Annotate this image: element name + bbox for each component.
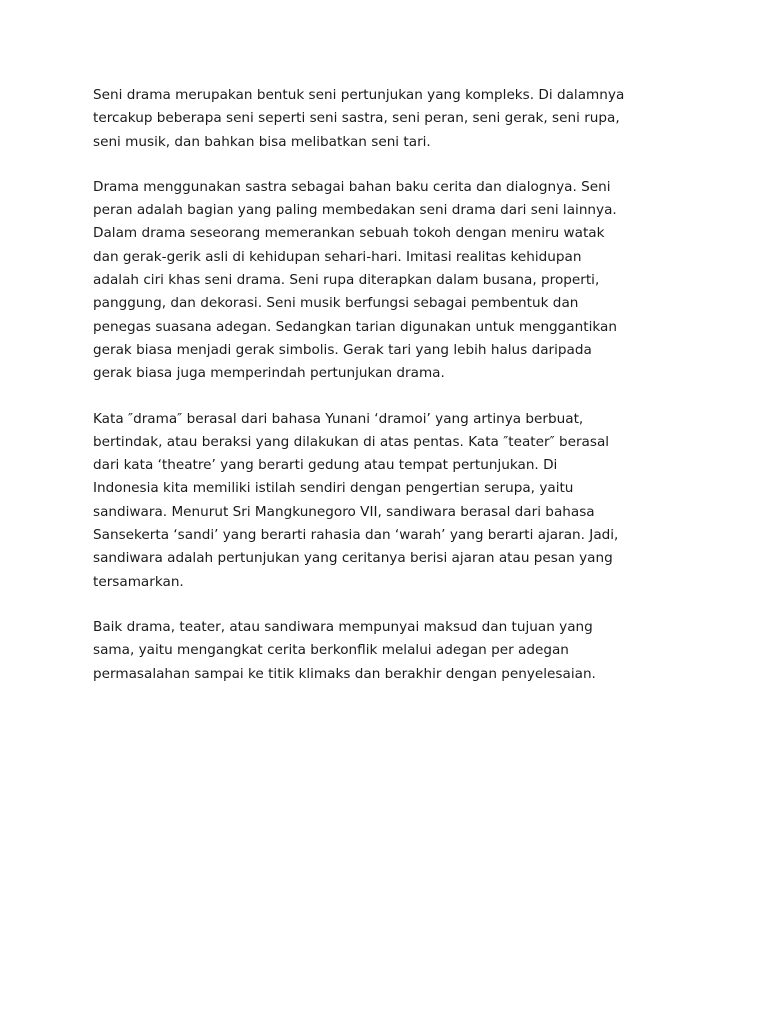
text-line: gerak biasa menjadi gerak simbolis. Gerak tari yang lebih halus daripada (93, 341, 592, 358)
text-line: permasalahan sampai ke titik klimaks dan berakhir dengan penyelesaian. (93, 665, 596, 682)
text-line: peran adalah bagian yang paling membedakan seni drama dari seni lainnya. (93, 202, 617, 219)
text-line: tercakup beberapa seni seperti seni sastra, seni peran, seni gerak, seni rupa, (93, 110, 620, 127)
text-line: tersamarkan. (93, 573, 184, 590)
paragraph-4 (93, 616, 663, 686)
text-line: Sansekerta ‘sandi’ yang berarti rahasia dan ‘warah’ yang berarti ajaran. Jadi, (93, 527, 619, 544)
text-line: gerak biasa juga memperindah pertunjukan drama. (93, 365, 445, 382)
text-line: sama, yaitu mengangkat cerita berkonflik melalui adegan per adegan (93, 642, 569, 659)
paragraph-2 (93, 176, 663, 386)
text-line: penegas suasana adegan. Sedangkan tarian digunakan untuk menggantikan (93, 318, 617, 335)
text-line: dari kata ‘theatre’ yang berarti gedung atau tempat pertunjukan. Di (93, 457, 558, 474)
text-line: Dalam drama seseorang memerankan sebuah tokoh dengan meniru watak (93, 225, 605, 242)
text-line: Drama menggunakan sastra sebagai bahan baku cerita dan dialognya. Seni (93, 178, 611, 195)
text-line: adalah ciri khas seni drama. Seni rupa diterapkan dalam busana, properti, (93, 272, 600, 289)
text-line: sandiwara adalah pertunjukan yang ceritanya berisi ajaran atau pesan yang (93, 550, 613, 567)
text-line: bertindak, atau beraksi yang dilakukan di atas pentas. Kata ″teater″ berasal (93, 433, 610, 450)
text-line: Baik drama, teater, atau sandiwara mempunyai maksud dan tujuan yang (93, 618, 593, 635)
text-line: seni musik, dan bahkan bisa melibatkan seni tari. (93, 133, 431, 150)
text-line: Seni drama merupakan bentuk seni pertunjukan yang kompleks. Di dalamnya (93, 87, 625, 103)
text-line: Indonesia kita memiliki istilah sendiri dengan pengertian serupa, yaitu (93, 480, 574, 497)
text-line: panggung, dan dekorasi. Seni musik berfungsi sebagai pembentuk dan (93, 295, 579, 312)
text-line: Kata ″drama″ berasal dari bahasa Yunani ‘dramoi’ yang artinya berbuat, (93, 410, 584, 427)
text-line: sandiwara. Menurut Sri Mangkunegoro VII, sandiwara berasal dari bahasa (93, 503, 595, 520)
paragraph-3 (93, 408, 663, 594)
text-line: dan gerak-gerik asli di kehidupan sehari-hari. Imitasi realitas kehidupan (93, 248, 582, 265)
paragraph-1 (93, 84, 663, 154)
document-body (93, 84, 663, 708)
